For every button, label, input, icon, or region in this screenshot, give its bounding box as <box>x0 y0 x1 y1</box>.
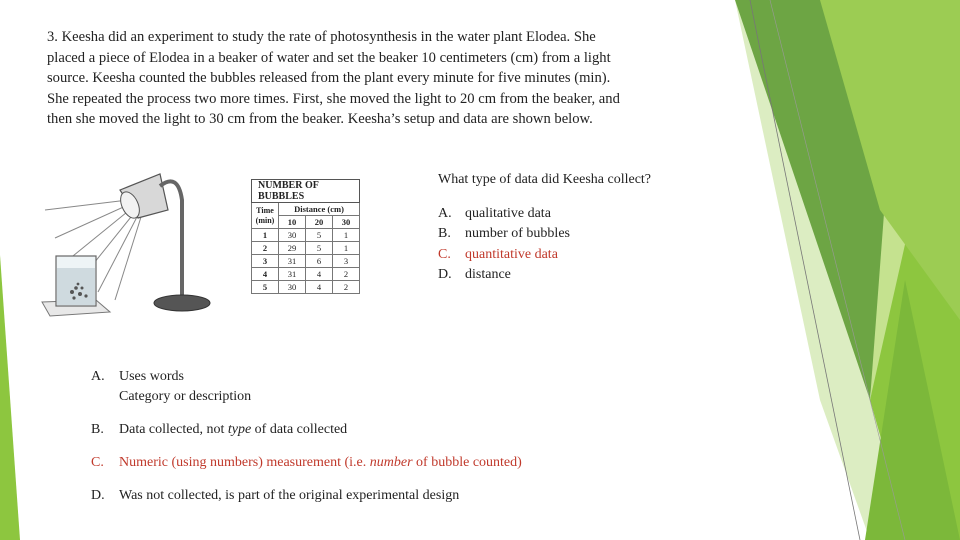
explanation-a-line2 <box>91 387 522 407</box>
text-run: Data collected, not <box>119 422 228 437</box>
explanation-text <box>119 453 522 473</box>
option-b[interactable] <box>438 224 651 245</box>
question-line: then she moved the light to 30 cm from the beaker. Keesha’s setup and data are shown below. <box>47 111 593 128</box>
table-cell: 1 <box>333 229 360 242</box>
multiple-choice <box>438 170 651 286</box>
table-row <box>252 242 360 255</box>
option-text: distance <box>465 267 511 282</box>
option-letter: D. <box>438 267 452 282</box>
explanation-text: Category or description <box>119 389 252 404</box>
table-cell: 29 <box>279 242 306 255</box>
emphasis: number <box>369 455 413 470</box>
table-cell: 4 <box>306 281 333 294</box>
explanation-letter: D. <box>91 488 105 503</box>
table-cell: 31 <box>279 268 306 281</box>
time-cell: 4 <box>252 268 279 281</box>
explanation-text <box>119 420 347 440</box>
table-title: NUMBER OF BUBBLES <box>252 180 360 203</box>
option-text: quantitative data <box>465 246 558 262</box>
mcq-prompt: What type of data did Keesha collect? <box>438 172 652 187</box>
time-cell: 2 <box>252 242 279 255</box>
text-run: Numeric (using numbers) measurement (i.e. <box>119 455 370 470</box>
table-cell: 3 <box>333 255 360 268</box>
explanation-letter: A. <box>91 369 105 384</box>
time-header-label: Time <box>256 205 274 215</box>
question-line: source. Keesha counted the bubbles released from the plant every minute for five minutes (min). <box>47 70 611 87</box>
lamp-base-icon <box>154 295 210 311</box>
question-line: She repeated the process two more times. First, she moved the light to 20 cm from the beaker, and <box>47 90 620 107</box>
explanation-letter: C. <box>91 455 104 470</box>
explanations <box>91 367 522 506</box>
emphasis: type <box>227 422 252 437</box>
time-cell: 1 <box>252 229 279 242</box>
distance-header: Distance (cm) <box>279 203 360 216</box>
explanation-text: Uses words <box>119 369 184 384</box>
question-text <box>47 27 737 130</box>
column-header: 10 <box>279 216 306 229</box>
explanation-letter: B. <box>91 422 104 437</box>
option-text: number of bubbles <box>465 226 570 241</box>
table-cell: 2 <box>333 281 360 294</box>
time-cell: 5 <box>252 281 279 294</box>
option-letter: B. <box>438 226 451 241</box>
explanation-text: Was not collected, is part of the original experimental design <box>119 488 460 503</box>
explanation-c-correct <box>91 453 522 473</box>
option-letter: C. <box>438 246 451 262</box>
table-row <box>252 255 360 268</box>
option-a[interactable] <box>438 204 651 225</box>
time-header-unit: (min) <box>255 215 275 225</box>
text-run: of bubble counted) <box>412 455 522 470</box>
option-text: qualitative data <box>465 205 551 221</box>
table-cell: 30 <box>279 281 306 294</box>
question-line: placed a piece of Elodea in a beaker of water and set the beaker 10 centimeters (cm) from a light <box>47 49 611 66</box>
column-header: 30 <box>333 216 360 229</box>
table-row <box>252 229 360 242</box>
table-cell: 31 <box>279 255 306 268</box>
explanation-b <box>91 420 522 440</box>
explanation-a <box>91 367 522 387</box>
table-row <box>252 281 360 294</box>
table-cell: 6 <box>306 255 333 268</box>
table-row <box>252 268 360 281</box>
table-cell: 1 <box>333 242 360 255</box>
bubbles-table <box>251 179 360 294</box>
explanation-d <box>91 486 522 506</box>
time-cell: 3 <box>252 255 279 268</box>
table-cell: 2 <box>333 268 360 281</box>
table-cell: 4 <box>306 268 333 281</box>
option-d[interactable] <box>438 265 651 286</box>
table-cell: 5 <box>306 229 333 242</box>
question-line: 3. Keesha did an experiment to study the rate of photosynthesis in the water plant Elodea. She <box>47 29 596 45</box>
table-cell: 5 <box>306 242 333 255</box>
text-run: of data collected <box>251 422 348 437</box>
option-letter: A. <box>438 205 452 221</box>
lamp-beaker-illustration <box>20 160 220 330</box>
option-c-correct[interactable] <box>438 245 651 266</box>
column-header: 20 <box>306 216 333 229</box>
table-cell: 30 <box>279 229 306 242</box>
spacer <box>91 387 119 407</box>
time-header <box>252 203 279 229</box>
